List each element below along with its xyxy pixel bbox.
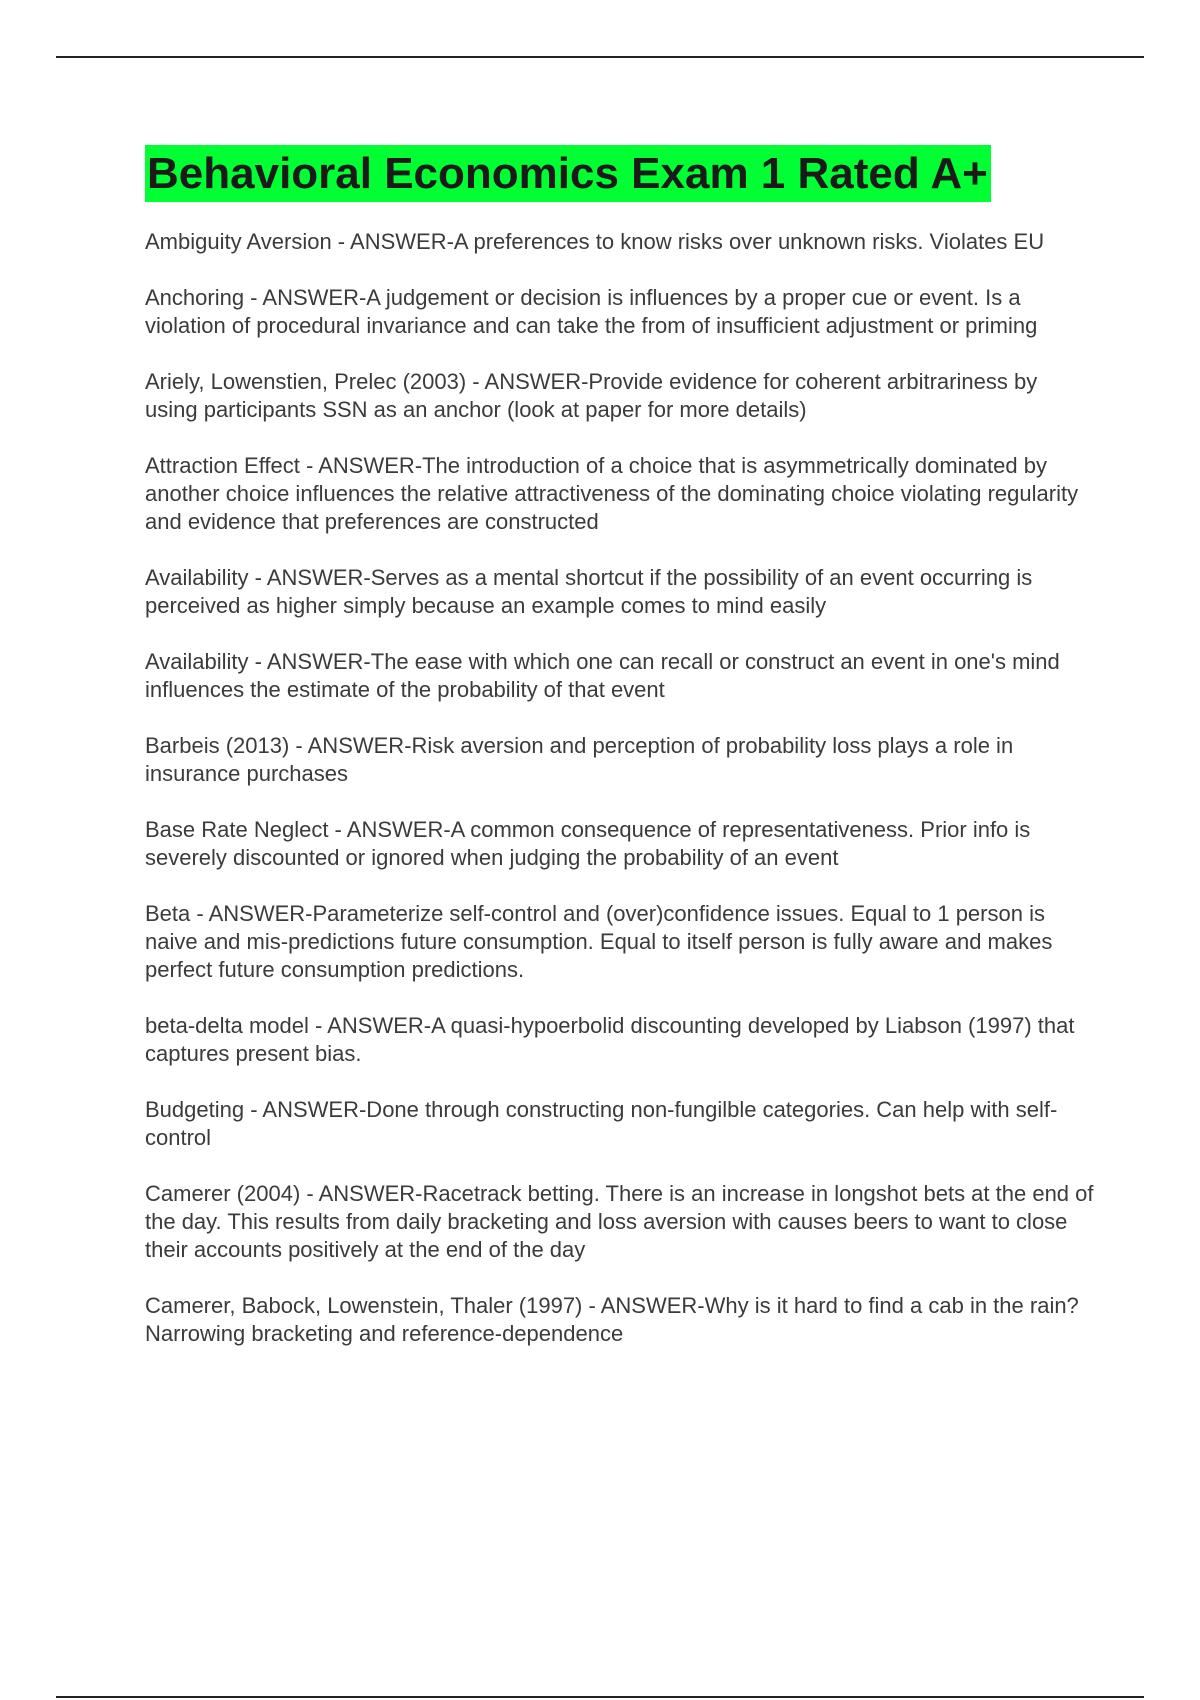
document-body xyxy=(145,145,1095,1376)
entry-anchoring: Anchoring - ANSWER-A judgement or decision is influences by a proper cue or event. Is a violation of procedural invariance and can take the from of insufficient adjustment or priming xyxy=(145,285,1038,338)
entry-camerer-babock-lowenstein-thaler: Camerer, Babock, Lowenstein, Thaler (1997) - ANSWER-Why is it hard to find a cab in the rain? Narrowing bracketing and reference-dependence xyxy=(145,1293,1079,1346)
entry-beta: Beta - ANSWER-Parameterize self-control and (over)confidence issues. Equal to 1 person is naive and mis-predictions future consumption. Equal to itself person is fully aware and makes perfect future consumption predictions. xyxy=(145,901,1053,982)
header-rule xyxy=(56,56,1144,58)
document-title: Behavioral Economics Exam 1 Rated A+ xyxy=(145,145,991,202)
entry-list xyxy=(145,228,1095,1348)
entry-availability-recall: Availability - ANSWER-The ease with which one can recall or construct an event in one's mind influences the estimate of the probability of that event xyxy=(145,649,1060,702)
entry-camerer-2004: Camerer (2004) - ANSWER-Racetrack betting. There is an increase in longshot bets at the end of the day. This results from daily bracketing and loss aversion with causes beers to want to close their accounts positively at the end of the day xyxy=(145,1181,1094,1262)
entry-ariely-lowenstien-prelec: Ariely, Lowenstien, Prelec (2003) - ANSWER-Provide evidence for coherent arbitrariness by using participants SSN as an anchor (look at paper for more details) xyxy=(145,369,1038,422)
footer-rule xyxy=(56,1696,1144,1698)
entry-barbeis: Barbeis (2013) - ANSWER-Risk aversion and perception of probability loss plays a role in insurance purchases xyxy=(145,733,1014,786)
entry-ambiguity-aversion: Ambiguity Aversion - ANSWER-A preferences to know risks over unknown risks. Violates EU xyxy=(145,229,1045,254)
entry-beta-delta-model: beta-delta model - ANSWER-A quasi-hypoerbolid discounting developed by Liabson (1997) that captures present bias. xyxy=(145,1013,1075,1066)
entry-availability-shortcut: Availability - ANSWER-Serves as a mental shortcut if the possibility of an event occurring is perceived as higher simply because an example comes to mind easily xyxy=(145,565,1033,618)
entry-budgeting: Budgeting - ANSWER-Done through constructing non-fungilble categories. Can help with self-control xyxy=(145,1097,1058,1150)
entry-base-rate-neglect: Base Rate Neglect - ANSWER-A common consequence of representativeness. Prior info is severely discounted or ignored when judging the probability of an event xyxy=(145,817,1031,870)
entry-attraction-effect: Attraction Effect - ANSWER-The introduction of a choice that is asymmetrically dominated by another choice influences the relative attractiveness of the dominating choice violating regularity and evidence that preferences are constructed xyxy=(145,453,1079,534)
